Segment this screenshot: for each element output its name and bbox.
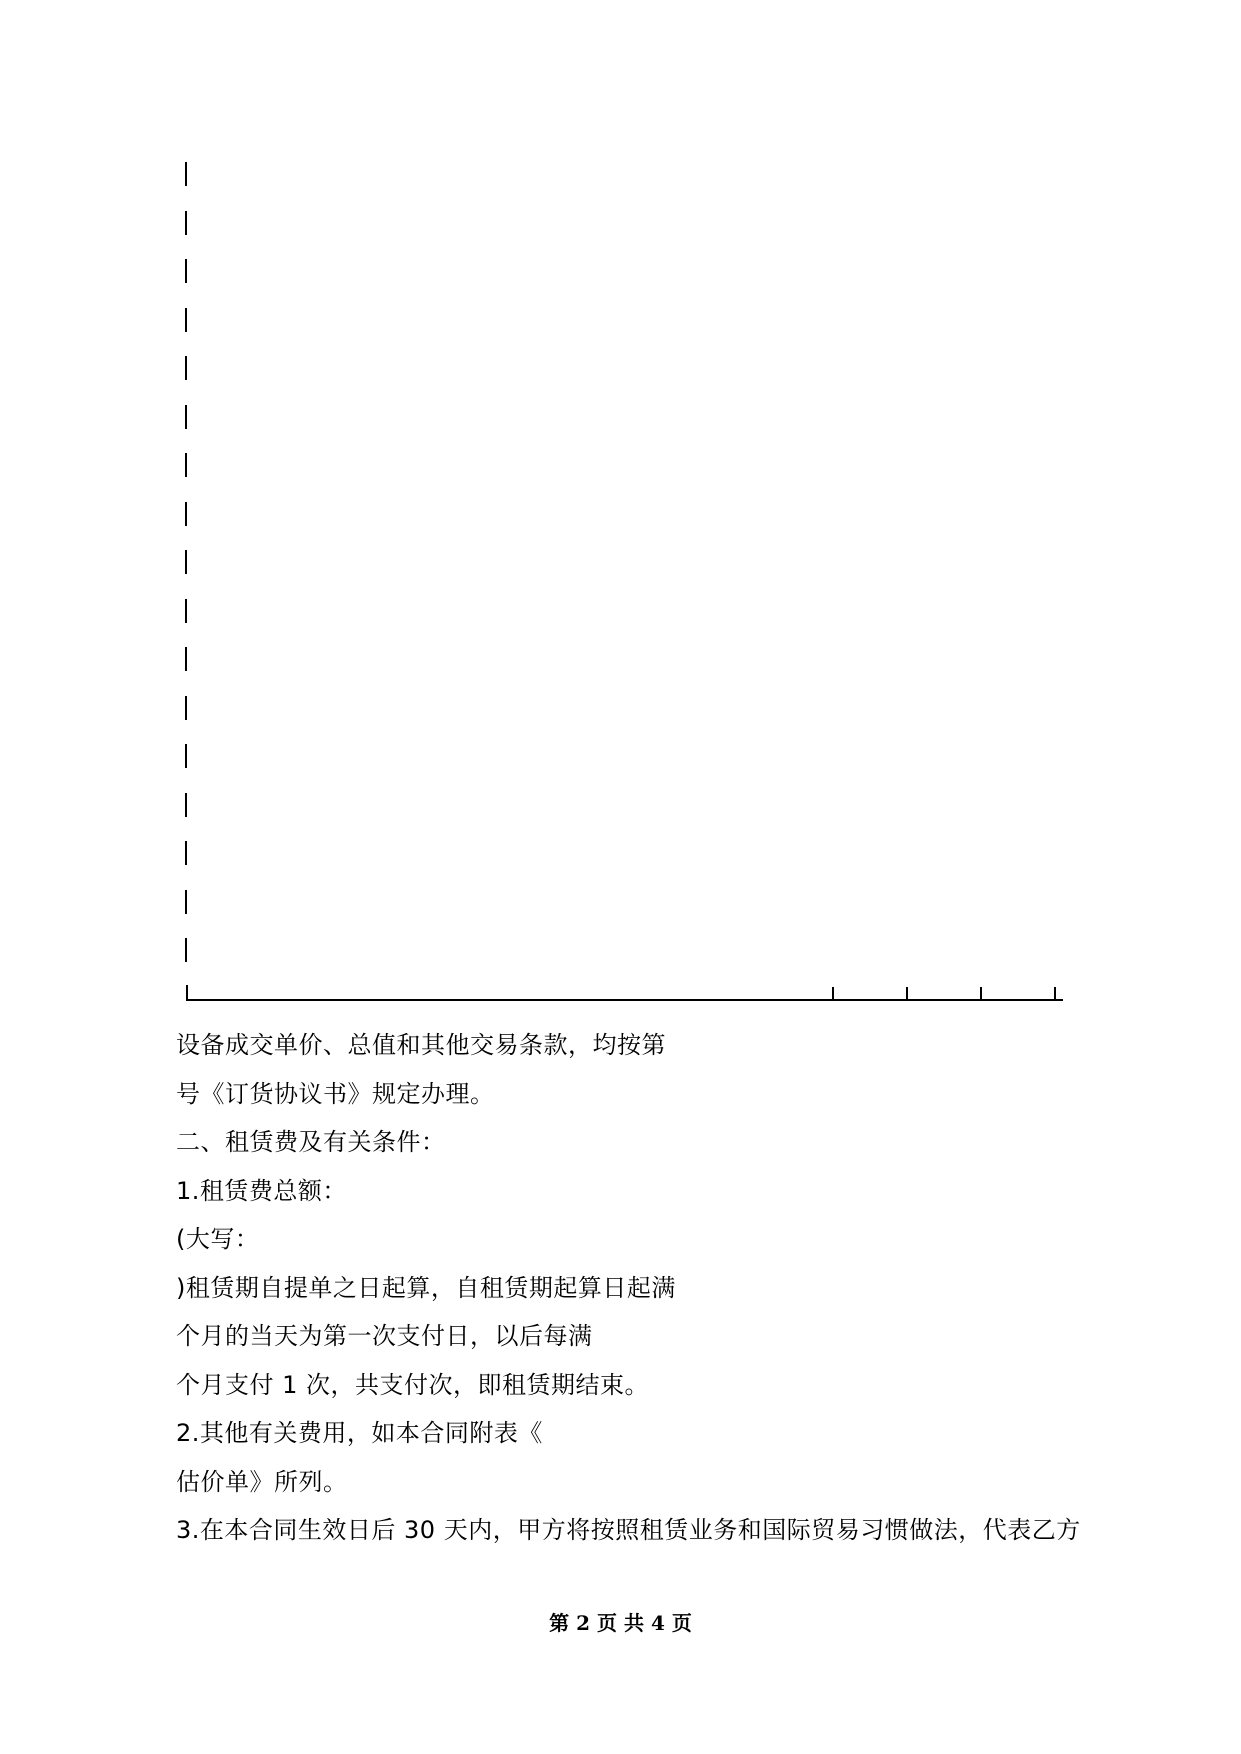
table-border-segment	[180, 890, 192, 916]
table-border-segment	[180, 405, 192, 431]
body-text-line: 1.租赁费总额：	[176, 1177, 347, 1205]
body-text-line: 2.其他有关费用，如本合同附表《	[176, 1419, 543, 1447]
table-border-segment	[180, 744, 192, 770]
table-border-segment	[180, 502, 192, 528]
table-border-segment	[180, 841, 192, 867]
body-text-line: 号《订货协议书》规定办理。	[176, 1080, 495, 1108]
table-border-segment	[180, 356, 192, 382]
body-text-line: 个月支付 1 次，共支付次，即租赁期结束。	[176, 1371, 650, 1399]
body-text-line: 个月的当天为第一次支付日，以后每满	[176, 1322, 593, 1350]
table-column-tick	[980, 987, 982, 999]
table-border-segment	[180, 696, 192, 722]
table-bottom-border	[186, 999, 1063, 1001]
body-text-line: 3.在本合同生效日后 30 天内，甲方将按照租赁业务和国际贸易习惯做法，代表乙方	[176, 1516, 1081, 1544]
table-border-segment	[180, 259, 192, 285]
body-text-line: 估价单》所列。	[176, 1468, 348, 1496]
table-border-segment	[180, 599, 192, 625]
body-text-line: )租赁期自提单之日起算，自租赁期起算日起满	[176, 1274, 676, 1302]
table-border-segment	[180, 550, 192, 576]
body-text-line: 设备成交单价、总值和其他交易条款，均按第	[176, 1031, 666, 1059]
table-border-segment	[180, 308, 192, 334]
table-border-segment	[180, 162, 192, 188]
table-border-segment	[180, 793, 192, 819]
section-heading: 二、租赁费及有关条件：	[176, 1128, 446, 1156]
table-column-tick	[1054, 987, 1056, 999]
body-text-line: (大写：	[176, 1225, 260, 1253]
table-border-segment	[180, 211, 192, 237]
table-border-segment	[180, 938, 192, 964]
page-number-footer: 第 2 页 共 4 页	[549, 1611, 692, 1635]
table-column-tick	[906, 987, 908, 999]
table-column-tick	[832, 987, 834, 999]
table-border-segment	[180, 453, 192, 479]
table-border-segment	[180, 647, 192, 673]
